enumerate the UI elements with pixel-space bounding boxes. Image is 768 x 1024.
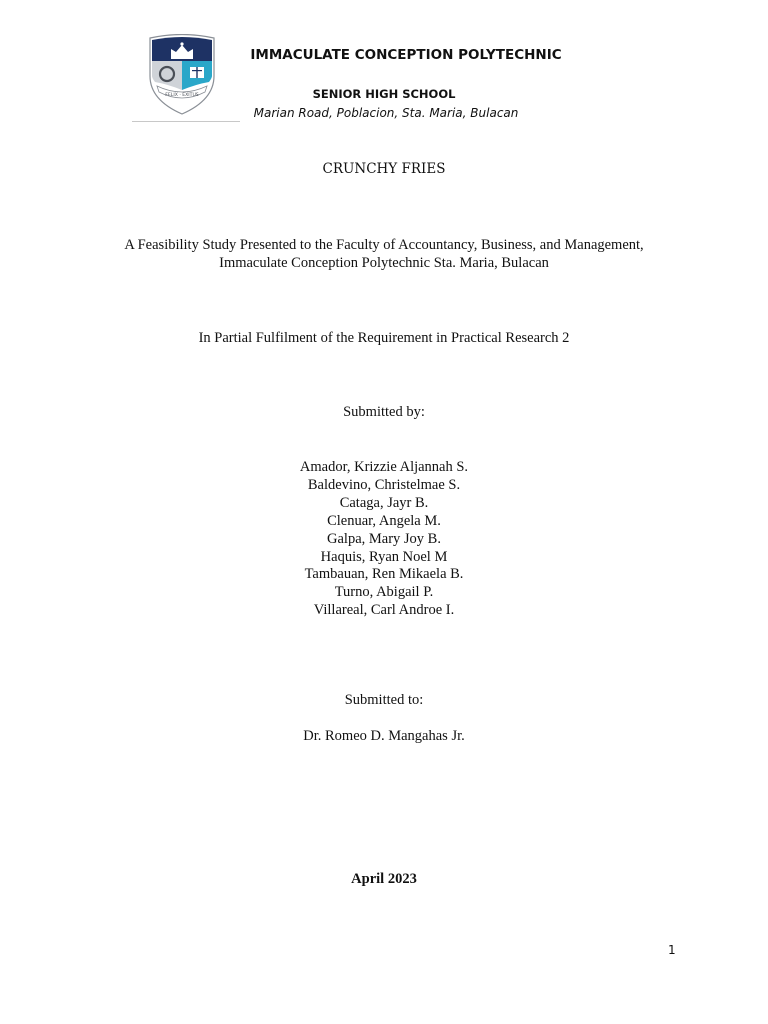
adviser-name: Dr. Romeo D. Mangahas Jr. bbox=[303, 728, 465, 744]
document-title: CRUNCHY FRIES bbox=[322, 161, 446, 177]
presented-line: Immaculate Conception Polytechnic Sta. Maria, Bulacan bbox=[219, 255, 549, 271]
author-name: Villareal, Carl Androe I. bbox=[313, 602, 455, 619]
crest-motto: FELIX · EXITUS bbox=[165, 93, 199, 98]
author-name: Cataga, Jayr B. bbox=[339, 494, 429, 511]
author-list bbox=[0, 459, 768, 620]
author-name: Amador, Krizzie Aljannah S. bbox=[299, 459, 469, 475]
presented-statement bbox=[0, 236, 768, 272]
submission-date: April 2023 bbox=[351, 871, 417, 887]
submitted-by-label: Submitted by: bbox=[343, 404, 425, 420]
school-department: SENIOR HIGH SCHOOL bbox=[312, 87, 456, 101]
page-number: 1 bbox=[668, 943, 676, 957]
submitted-to-label: Submitted to: bbox=[344, 692, 424, 708]
author-name: Turno, Abigail P. bbox=[334, 584, 434, 601]
author-name: Baldevino, Christelmae S. bbox=[307, 476, 461, 493]
author-name: Clenuar, Angela M. bbox=[327, 512, 441, 529]
school-name: IMMACULATE CONCEPTION POLYTECHNIC bbox=[250, 47, 562, 63]
school-address: Marian Road, Poblacion, Sta. Maria, Bulacan bbox=[253, 106, 519, 120]
school-crest-icon bbox=[147, 34, 217, 116]
author-name: Tambauan, Ren Mikaela B. bbox=[304, 566, 464, 583]
author-name: Galpa, Mary Joy B. bbox=[327, 530, 441, 547]
fulfilment-statement: In Partial Fulfilment of the Requirement in Practical Research 2 bbox=[198, 330, 570, 346]
presented-line: A Feasibility Study Presented to the Faculty of Accountancy, Business, and Management, bbox=[124, 237, 644, 253]
header-divider bbox=[132, 121, 240, 122]
author-name: Haquis, Ryan Noel M bbox=[320, 548, 448, 565]
